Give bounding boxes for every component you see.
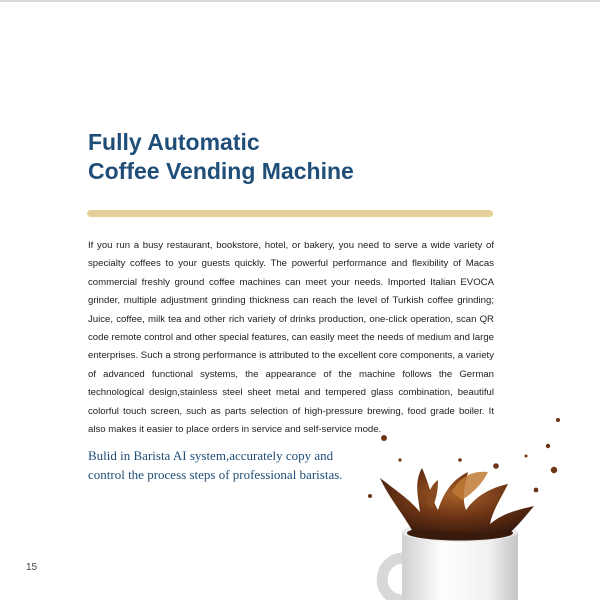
coffee-splash-mug-icon	[340, 400, 600, 600]
accent-bar	[87, 210, 493, 217]
tagline	[88, 446, 343, 484]
body-paragraph: If you run a busy restaurant, bookstore, hotel, or bakery, you need to serve a wide variety of specialty coffees to your guests quickly. The powerful performance and flexibility of Macas commercial freshly ground coffee machines can meet your needs. Imported Italian EVOCA grinder, multiple adjustment grinding thickness can reach the level of Turkish coffee grinding; Juice, coffee, milk tea and other rich variety of drinks production, one-click operation, scan QR code remote control and other special features, can easily meet the needs of medium and large enterprises. Such a strong performance is attributed to the excellent core components, a variety of advanced functional systems, the appearance of the machine follows the German technological design,stainless steel sheet metal and tempered glass combination, beautiful colorful touch screen, such as parts selection of high-pressure brewing, food grade boiler. It also makes it easier to place orders in service and self-service mode.	[88, 240, 494, 436]
page-number: 15	[26, 562, 38, 573]
title-line-2: Coffee Vending Machine	[88, 158, 354, 184]
top-divider	[0, 0, 600, 2]
page-title	[88, 128, 354, 186]
tagline-line-1: Bulid in Barista AI system,accurately copy and	[88, 448, 334, 463]
title-line-1: Fully Automatic	[88, 129, 260, 155]
tagline-line-2: control the process steps of professional baristas.	[88, 467, 343, 482]
